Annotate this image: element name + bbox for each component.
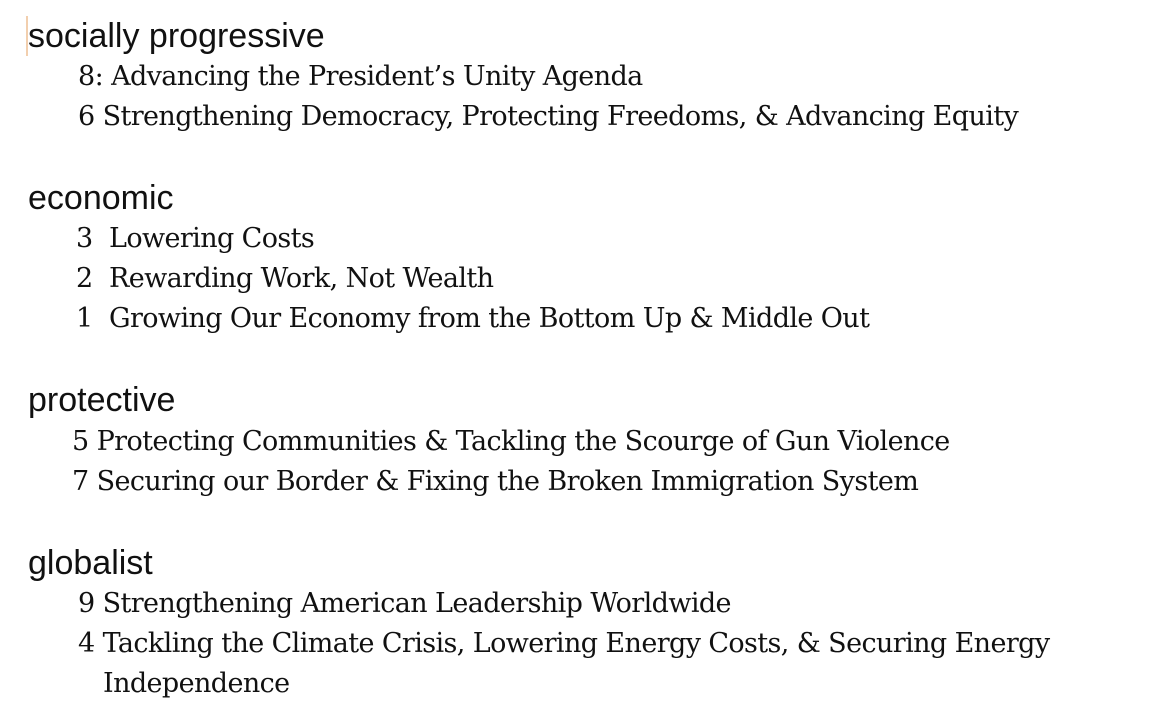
item-number: 2 bbox=[76, 263, 93, 294]
item-number: 9 bbox=[78, 588, 95, 619]
list-item bbox=[76, 259, 493, 299]
item-number: 8: bbox=[78, 61, 104, 92]
list-item bbox=[72, 462, 918, 502]
list-item bbox=[78, 624, 1050, 664]
item-number: 5 bbox=[72, 426, 89, 457]
item-text: Rewarding Work, Not Wealth bbox=[109, 263, 494, 294]
item-number: 7 bbox=[72, 466, 89, 497]
item-text: Securing our Border & Fixing the Broken Immigration System bbox=[96, 466, 919, 497]
list-item bbox=[78, 97, 1018, 137]
list-item bbox=[72, 422, 950, 462]
item-number: 6 bbox=[78, 101, 95, 132]
heading-globalist: globalist bbox=[28, 544, 153, 582]
item-text: Tackling the Climate Crisis, Lowering Energy Costs, & Securing Energy bbox=[102, 628, 1050, 659]
item-number: 4 bbox=[78, 628, 95, 659]
list-item-continuation: Independence bbox=[103, 668, 290, 699]
heading-socially-progressive: socially progressive bbox=[28, 17, 325, 55]
item-text: Strengthening American Leadership Worldwide bbox=[102, 588, 731, 619]
list-item bbox=[76, 299, 869, 339]
item-text: Protecting Communities & Tackling the Scourge of Gun Violence bbox=[96, 426, 950, 457]
item-text: Growing Our Economy from the Bottom Up & Middle Out bbox=[109, 303, 870, 334]
item-text: Strengthening Democracy, Protecting Freedoms, & Advancing Equity bbox=[102, 101, 1019, 132]
item-text: Advancing the President’s Unity Agenda bbox=[111, 61, 643, 92]
item-number: 1 bbox=[76, 303, 93, 334]
heading-economic: economic bbox=[28, 179, 174, 217]
item-text: Lowering Costs bbox=[109, 223, 315, 254]
heading-protective: protective bbox=[28, 381, 176, 419]
list-item bbox=[78, 584, 731, 624]
list-item bbox=[78, 57, 643, 97]
item-number: 3 bbox=[76, 223, 93, 254]
list-item bbox=[76, 219, 314, 259]
